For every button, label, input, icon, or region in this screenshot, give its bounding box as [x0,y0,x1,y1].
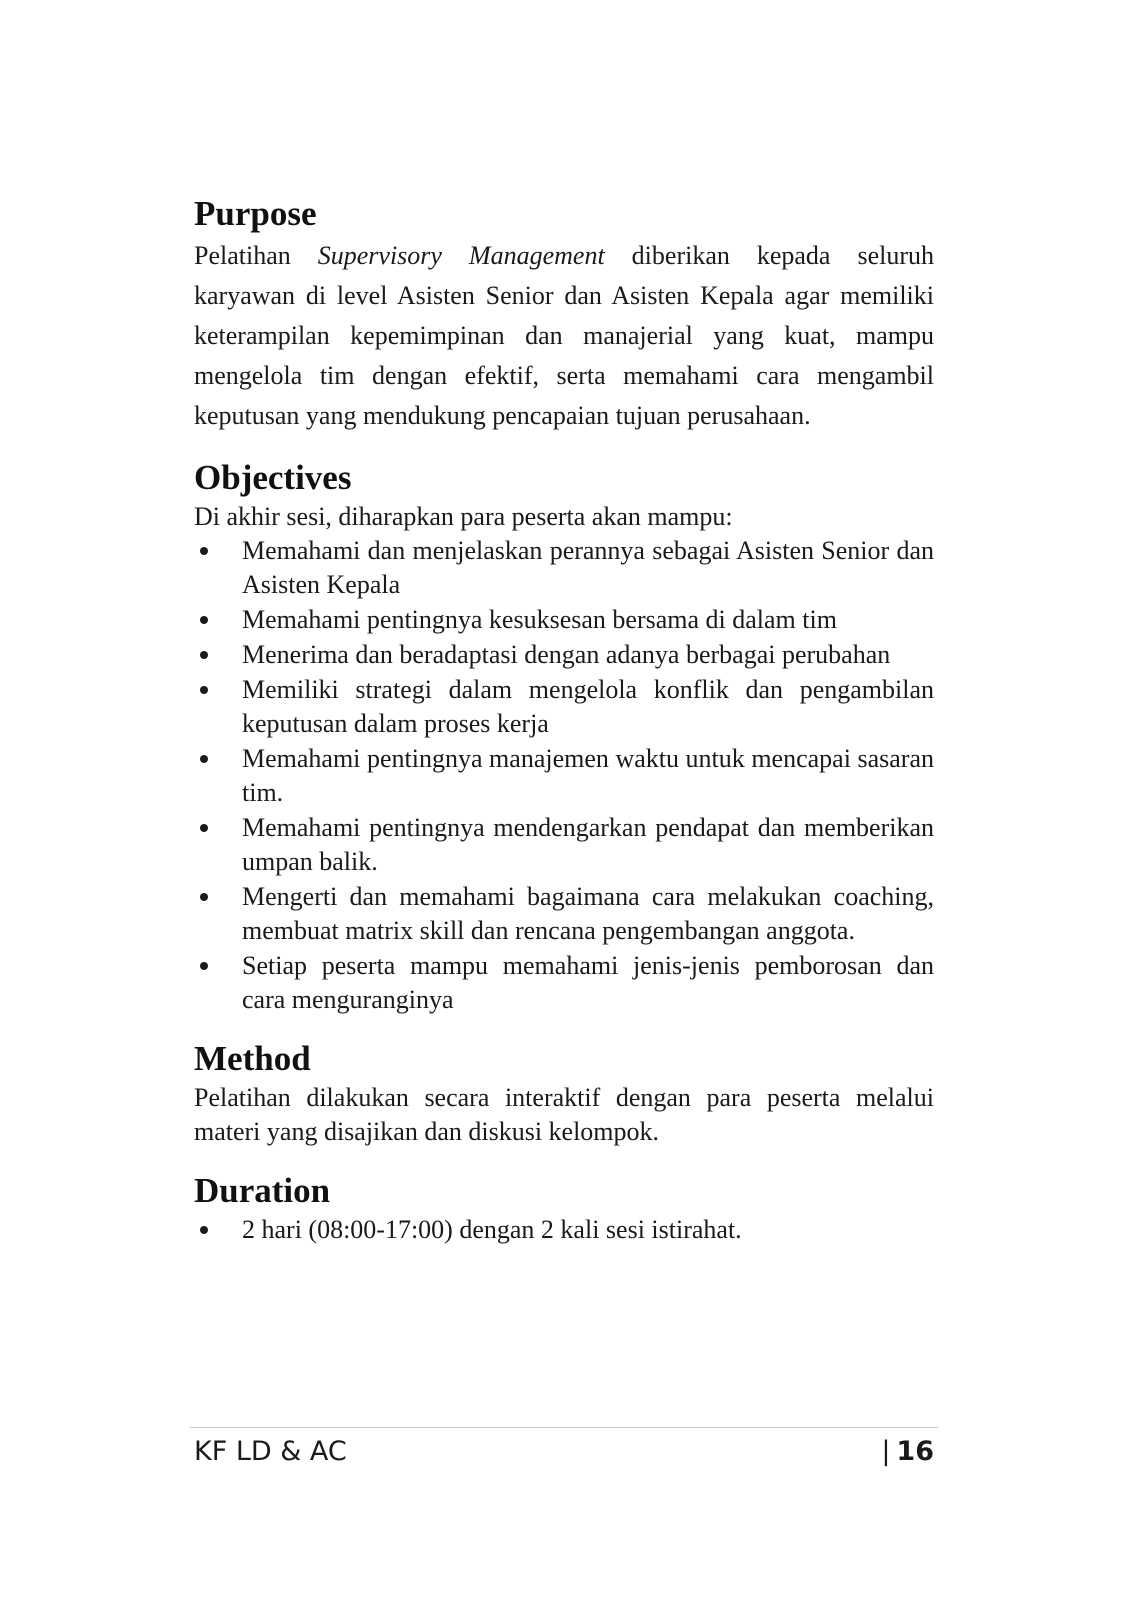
document-body [194,192,934,1248]
list-item-text: Memahami pentingnya kesuksesan bersama di dalam tim [242,605,837,634]
duration-section [194,1169,934,1247]
bullet-icon [200,686,208,694]
list-item-text: Mengerti dan memahami bagaimana cara melakukan coaching, membuat matrix skill dan rencana pengembangan anggota. [242,882,934,945]
duration-list [194,1213,934,1247]
list-item [194,811,934,879]
list-item-text: Memahami pentingnya mendengarkan pendapat dan memberikan umpan balik. [242,813,934,876]
footer-label: KF LD & AC [194,1436,347,1467]
bullet-icon [200,755,208,763]
page-number: 16 [896,1436,934,1467]
purpose-text-after: diberikan kepada seluruh karyawan di level Asisten Senior dan Asisten Kepala agar memiliki keterampilan kepemimpinan dan manajerial yang kuat, mampu mengelola tim dengan efektif, serta memahami cara mengambil keputusan yang mendukung pencapaian tujuan perusahaan. [194,241,934,430]
method-heading: Method [194,1039,311,1078]
objectives-intro: Di akhir sesi, diharapkan para peserta akan mampu: [194,502,733,531]
objectives-heading: Objectives [194,458,352,497]
list-item-text: Menerima dan beradaptasi dengan adanya berbagai perubahan [242,640,891,669]
method-section [194,1037,934,1149]
purpose-section [194,192,934,436]
bullet-icon [200,962,208,970]
objectives-section [194,456,934,1017]
bullet-icon [200,893,208,901]
list-item [194,949,934,1017]
footer-separator: | [881,1436,891,1467]
list-item-text: 2 hari (08:00-17:00) dengan 2 kali sesi istirahat. [242,1215,742,1244]
list-item [194,603,934,637]
purpose-text-italic: Supervisory Management [317,241,605,270]
bullet-icon [200,1226,208,1234]
list-item-text: Setiap peserta mampu memahami jenis-jenis pemborosan dan cara menguranginya [242,951,934,1014]
purpose-paragraph [194,236,934,436]
list-item [194,534,934,602]
bullet-icon [200,651,208,659]
list-item-text: Memiliki strategi dalam mengelola konflik dan pengambilan keputusan dalam proses kerja [242,675,934,738]
purpose-heading: Purpose [194,194,317,233]
bullet-icon [200,824,208,832]
page-number-block [881,1436,934,1467]
list-item [194,742,934,810]
page-footer [190,1427,938,1467]
list-item [194,638,934,672]
list-item [194,1213,934,1247]
objectives-list [194,534,934,1017]
list-item [194,880,934,948]
list-item [194,673,934,741]
bullet-icon [200,547,208,555]
list-item-text: Memahami dan menjelaskan perannya sebagai Asisten Senior dan Asisten Kepala [242,536,934,599]
purpose-text-before: Pelatihan [194,241,318,270]
list-item-text: Memahami pentingnya manajemen waktu untuk mencapai sasaran tim. [242,744,934,807]
duration-heading: Duration [194,1171,331,1210]
bullet-icon [200,616,208,624]
method-paragraph: Pelatihan dilakukan secara interaktif dengan para peserta melalui materi yang disajikan dan diskusi kelompok. [194,1083,934,1146]
